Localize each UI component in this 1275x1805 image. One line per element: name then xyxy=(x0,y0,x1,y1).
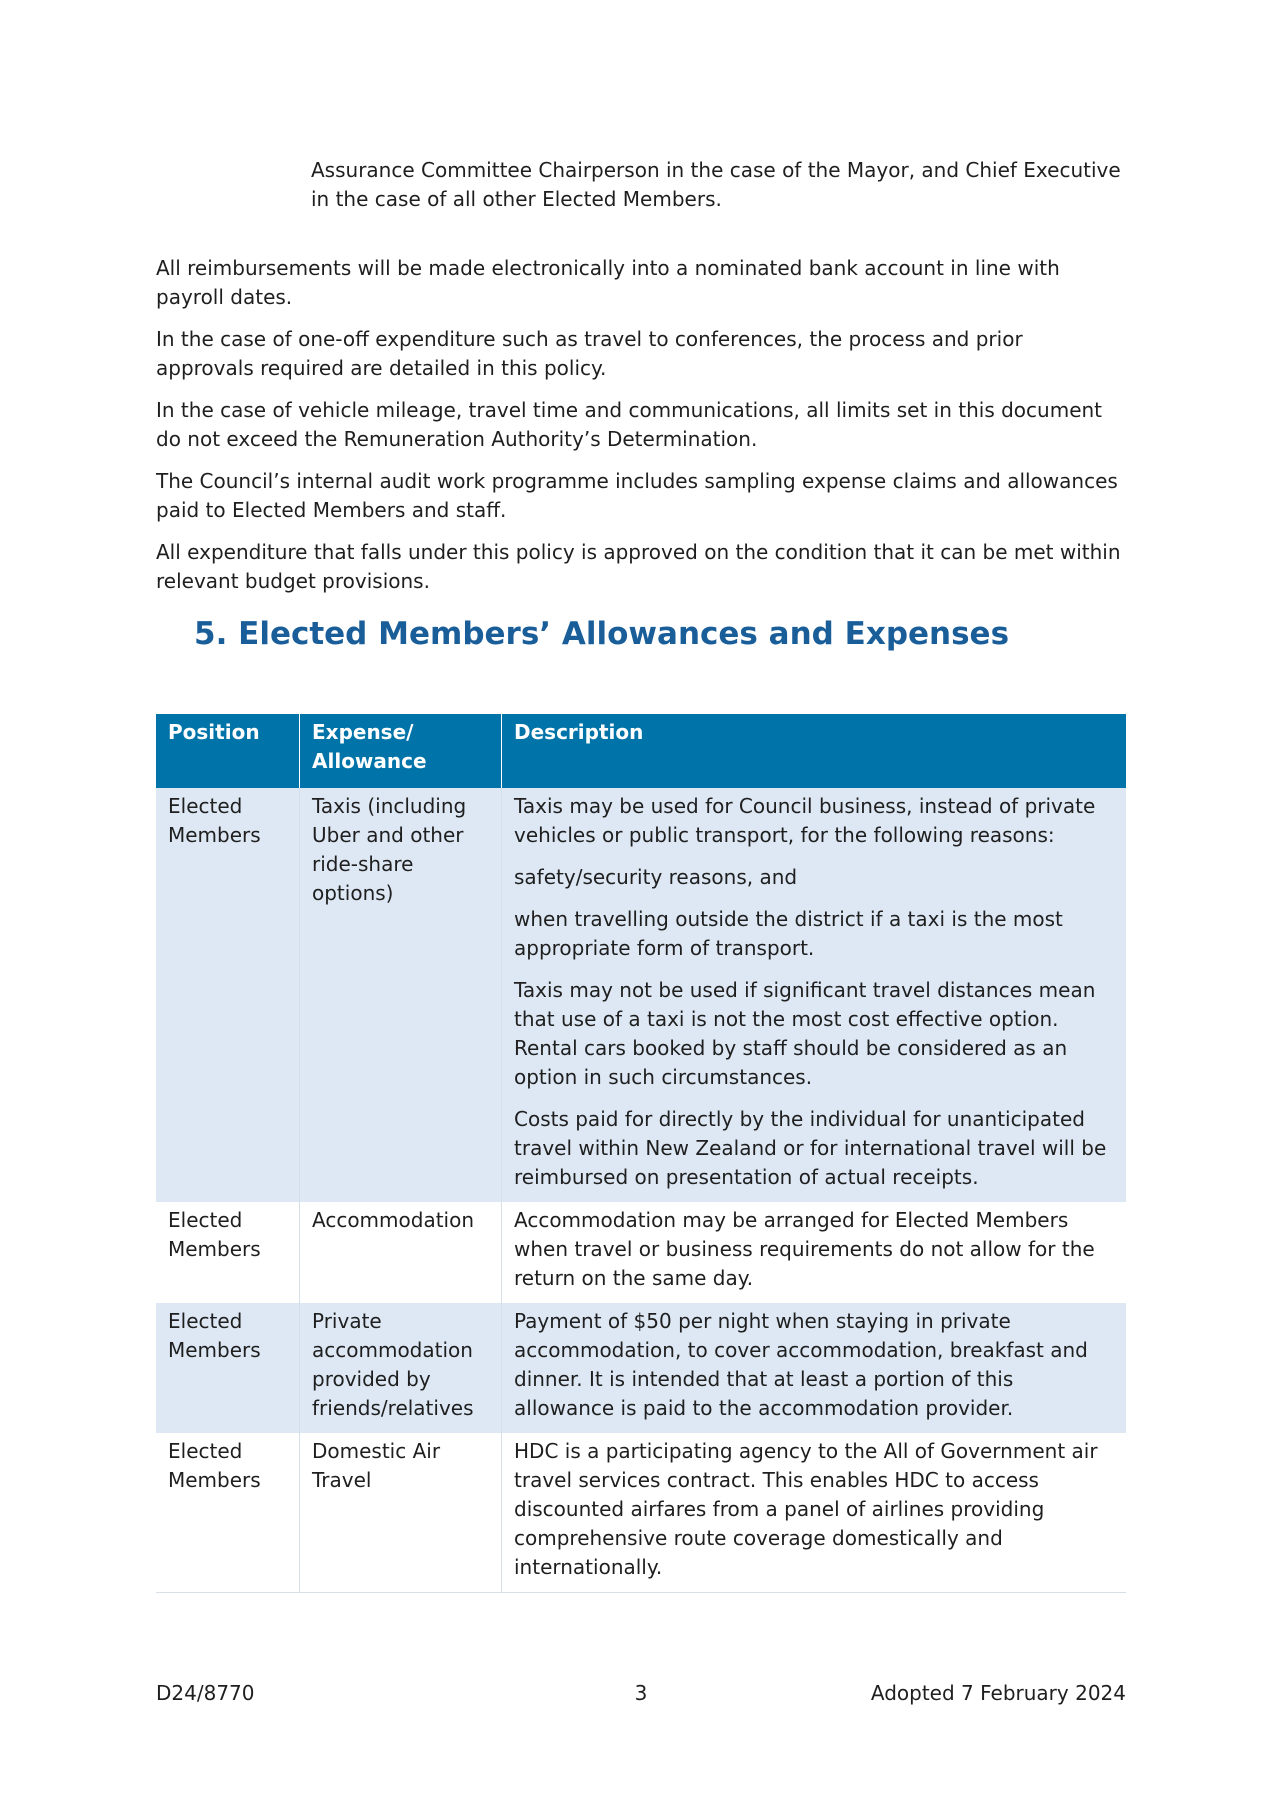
header-expense xyxy=(300,714,502,788)
table-row xyxy=(156,1433,1126,1593)
cell-expense: Domestic Air Travel xyxy=(300,1433,502,1593)
paragraph-reimbursements: All reimbursements will be made electronically into a nominated bank account in line with payroll dates. xyxy=(156,256,1060,309)
header-description: Description xyxy=(502,714,1127,788)
allowances-table xyxy=(156,714,1126,1593)
footer-page-number: 3 xyxy=(634,1681,648,1705)
description-paragraph: safety/security reasons, and xyxy=(514,865,798,889)
cell-expense: Private accommodation provided by friends/relatives xyxy=(300,1303,502,1433)
paragraph-vehicle-mileage: In the case of vehicle mileage, travel time and communications, all limits set in this document do not exceed the Remuneration Authority’s Determination. xyxy=(156,398,1103,451)
cell-expense: Taxis (including Uber and other ride-share options) xyxy=(300,788,502,1202)
section-heading: 5. Elected Members’ Allowances and Expenses xyxy=(194,616,1010,652)
table-row xyxy=(156,788,1126,1202)
header-position: Position xyxy=(156,714,300,788)
description-paragraph: when travelling outside the district if a taxi is the most appropriate form of transport. xyxy=(514,907,1063,960)
cell-position: Elected Members xyxy=(156,788,300,1202)
continuation-text: Assurance Committee Chairperson in the case of the Mayor, and Chief Executive in the case of all other Elected Members. xyxy=(311,158,1121,211)
description-paragraph: Taxis may be used for Council business, instead of private vehicles or public transport, for the following reasons: xyxy=(514,794,1096,847)
cell-position: Elected Members xyxy=(156,1202,300,1303)
paragraph-internal-audit: The Council’s internal audit work programme includes sampling expense claims and allowances paid to Elected Members and staff. xyxy=(156,469,1118,522)
footer-doc-ref: D24/8770 xyxy=(156,1681,255,1705)
header-expense-label: Expense/ Allowance xyxy=(312,720,427,773)
table-row xyxy=(156,1202,1126,1303)
description-paragraph: HDC is a participating agency to the All of Government air travel services contract. This enables HDC to access discounted airfares from a panel of airlines providing comprehensive route coverage domestically and internationally. xyxy=(514,1439,1098,1579)
description-paragraph: Payment of $50 per night when staying in private accommodation, to cover accommodation, breakfast and dinner. It is intended that at least a portion of this allowance is paid to the accommodation provider. xyxy=(514,1309,1088,1420)
cell-description xyxy=(502,1433,1127,1593)
cell-position: Elected Members xyxy=(156,1303,300,1433)
table-row xyxy=(156,1303,1126,1433)
cell-description xyxy=(502,788,1127,1202)
table-header-row xyxy=(156,714,1126,788)
paragraph-one-off-expenditure: In the case of one-off expenditure such as travel to conferences, the process and prior approvals required are detailed in this policy. xyxy=(156,327,1023,380)
cell-expense: Accommodation xyxy=(300,1202,502,1303)
description-paragraph: Costs paid for directly by the individual for unanticipated travel within New Zealand or for international travel will be reimbursed on presentation of actual receipts. xyxy=(514,1107,1107,1189)
paragraph-budget-provisions: All expenditure that falls under this policy is approved on the condition that it can be met within relevant budget provisions. xyxy=(156,540,1121,593)
description-paragraph: Taxis may not be used if significant travel distances mean that use of a taxi is not the most cost effective option. Rental cars booked by staff should be considered as an option in such circumstances. xyxy=(514,978,1096,1089)
page-body xyxy=(156,150,1126,654)
description-paragraph: Accommodation may be arranged for Elected Members when travel or business requirements do not allow for the return on the same day. xyxy=(514,1208,1095,1290)
cell-description xyxy=(502,1202,1127,1303)
cell-position: Elected Members xyxy=(156,1433,300,1593)
footer-adopted-date: Adopted 7 February 2024 xyxy=(870,1681,1126,1705)
cell-description xyxy=(502,1303,1127,1433)
